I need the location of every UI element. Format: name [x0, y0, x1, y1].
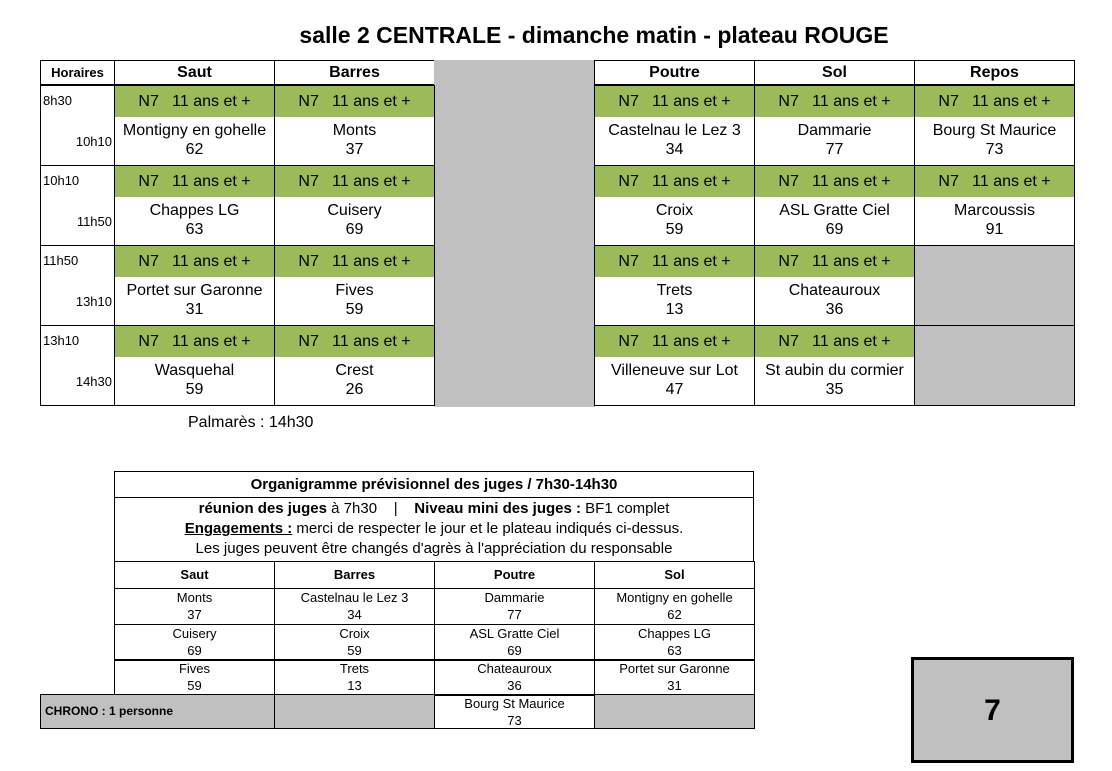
judge-number: 77 — [507, 607, 522, 622]
engagements-label: Engagements : — [184, 520, 293, 537]
category-label: N7 11 ans et + — [755, 86, 914, 117]
apparatus-slot — [754, 85, 915, 166]
level-label: Niveau mini des juges : — [414, 500, 581, 517]
club-number: 47 — [665, 381, 684, 398]
category-label: N7 11 ans et + — [115, 326, 274, 357]
apparatus-slot — [114, 165, 275, 246]
club-entry — [595, 357, 754, 399]
apparatus-slot — [114, 245, 275, 326]
empty-slot — [594, 694, 755, 729]
judge-number: 69 — [507, 643, 522, 658]
judge-club: Portet sur Garonne — [619, 661, 730, 676]
club-number: 91 — [985, 221, 1004, 238]
judge-entry-extra — [434, 694, 595, 729]
category-label: N7 11 ans et + — [595, 86, 754, 117]
category-label: N7 11 ans et + — [595, 246, 754, 277]
time-end: 13h10 — [75, 294, 112, 309]
empty-slot — [274, 694, 435, 729]
category-label: N7 11 ans et + — [275, 246, 434, 277]
club-entry — [275, 277, 434, 319]
club-number: 31 — [185, 301, 204, 318]
meeting-label: réunion des juges — [198, 500, 327, 517]
judges-column-header: Barres — [274, 561, 435, 589]
time-end: 14h30 — [75, 374, 112, 389]
time-cell — [40, 325, 115, 406]
time-start: 8h30 — [43, 93, 72, 108]
judge-number: 37 — [187, 607, 202, 622]
club-number: 69 — [345, 221, 364, 238]
club-entry — [755, 197, 914, 239]
club-name: Wasquehal — [154, 362, 235, 379]
apparatus-slot — [114, 85, 275, 166]
judge-number: 63 — [667, 643, 682, 658]
info-line-3: Les juges peuvent être changés d'agrès à l'appréciation du responsable — [195, 540, 673, 557]
club-entry — [115, 277, 274, 319]
time-cell — [40, 245, 115, 326]
category-label: N7 11 ans et + — [595, 166, 754, 197]
judge-club: Chateauroux — [477, 661, 552, 676]
club-name: Chateauroux — [788, 282, 881, 299]
club-entry — [755, 117, 914, 159]
chrono-cell: CHRONO : 1 personne — [40, 694, 275, 729]
club-number: 59 — [665, 221, 684, 238]
club-entry — [595, 277, 754, 319]
club-entry — [755, 277, 914, 319]
category-label: N7 11 ans et + — [275, 86, 434, 117]
judge-entry — [274, 624, 435, 661]
judges-column-header: Sol — [594, 561, 755, 589]
column-header: Poutre — [594, 60, 755, 85]
apparatus-slot — [274, 245, 435, 326]
club-name: Portet sur Garonne — [126, 282, 263, 299]
club-name: Croix — [655, 202, 694, 219]
category-label: N7 11 ans et + — [755, 326, 914, 357]
judge-entry — [114, 624, 275, 661]
club-entry — [115, 197, 274, 239]
club-entry — [595, 117, 754, 159]
time-end: 10h10 — [75, 134, 112, 149]
club-number: 73 — [985, 141, 1004, 158]
category-label: N7 11 ans et + — [915, 166, 1074, 197]
club-entry — [275, 117, 434, 159]
club-number: 69 — [825, 221, 844, 238]
time-end: 11h50 — [76, 214, 112, 229]
club-entry — [915, 117, 1074, 159]
judges-column-header: Poutre — [434, 561, 595, 589]
engagements-text: merci de respecter le jour et le plateau indiqués ci-dessus. — [292, 520, 684, 537]
column-header: Sol — [754, 60, 915, 85]
time-cell — [40, 165, 115, 246]
page-title: salle 2 CENTRALE - dimanche matin - plateau ROUGE — [299, 22, 889, 48]
judge-number: 31 — [667, 678, 682, 693]
club-name: Montigny en gohelle — [122, 122, 267, 139]
column-header: Saut — [114, 60, 275, 85]
judge-number: 62 — [667, 607, 682, 622]
empty-slot — [914, 245, 1075, 326]
club-entry — [275, 357, 434, 399]
judges-title: Organigramme prévisionnel des juges / 7h30-14h30 — [114, 471, 754, 498]
club-number: 62 — [185, 141, 204, 158]
club-number: 26 — [345, 381, 364, 398]
club-entry — [115, 117, 274, 159]
time-start: 11h50 — [43, 253, 79, 268]
judge-club: Croix — [339, 626, 370, 641]
judge-club: Fives — [178, 661, 211, 676]
category-label: N7 11 ans et + — [115, 86, 274, 117]
club-name: Cuisery — [327, 202, 382, 219]
judges-column-header: Saut — [114, 561, 275, 589]
apparatus-slot — [594, 165, 755, 246]
judge-entry — [434, 588, 595, 625]
judge-entry — [114, 588, 275, 625]
judge-number: 73 — [507, 713, 522, 728]
judge-number: 34 — [347, 607, 362, 622]
judges-info — [114, 497, 754, 562]
meeting-time: à 7h30 | — [326, 500, 415, 517]
empty-column — [434, 60, 595, 407]
club-number: 77 — [825, 141, 844, 158]
judge-entry — [594, 659, 755, 696]
judge-club: Montigny en gohelle — [616, 590, 733, 605]
club-entry — [595, 197, 754, 239]
club-name: ASL Gratte Ciel — [779, 202, 890, 219]
apparatus-slot — [914, 85, 1075, 166]
judge-entry — [274, 659, 435, 696]
club-name: Bourg St Maurice — [932, 122, 1057, 139]
judge-club: ASL Gratte Ciel — [469, 626, 560, 641]
apparatus-slot — [594, 325, 755, 406]
judge-entry — [434, 659, 595, 696]
category-label: N7 11 ans et + — [755, 246, 914, 277]
judge-entry — [274, 588, 435, 625]
apparatus-slot — [594, 85, 755, 166]
club-number: 59 — [345, 301, 364, 318]
judge-club: Monts — [176, 590, 213, 605]
page-number: 7 — [911, 657, 1074, 763]
apparatus-slot — [594, 245, 755, 326]
club-name: Chappes LG — [149, 202, 240, 219]
club-name: Trets — [656, 282, 693, 299]
club-number: 37 — [345, 141, 364, 158]
category-label: N7 11 ans et + — [275, 166, 434, 197]
club-entry — [755, 357, 914, 399]
judge-number: 69 — [187, 643, 202, 658]
judge-number: 13 — [347, 678, 362, 693]
judge-club: Trets — [339, 661, 370, 676]
info-line-2 — [115, 519, 753, 539]
category-label: N7 11 ans et + — [915, 86, 1074, 117]
club-name: Dammarie — [797, 122, 872, 139]
judge-entry — [594, 624, 755, 661]
club-name: Castelnau le Lez 3 — [608, 122, 741, 139]
club-name: Monts — [332, 122, 377, 139]
judge-number: 36 — [507, 678, 522, 693]
apparatus-slot — [114, 325, 275, 406]
judge-club: Bourg St Maurice — [464, 696, 565, 711]
judge-entry — [114, 659, 275, 696]
time-start: 10h10 — [43, 173, 80, 188]
category-label: N7 11 ans et + — [275, 326, 434, 357]
empty-slot — [914, 325, 1075, 406]
club-name: St aubin du cormier — [765, 362, 904, 379]
club-number: 59 — [185, 381, 204, 398]
apparatus-slot — [754, 245, 915, 326]
club-number: 34 — [665, 141, 684, 158]
apparatus-slot — [754, 325, 915, 406]
club-entry — [115, 357, 274, 399]
judge-number: 59 — [347, 643, 362, 658]
judge-entry — [434, 624, 595, 661]
judge-club: Chappes LG — [638, 626, 711, 641]
apparatus-slot — [914, 165, 1075, 246]
info-line-1 — [115, 499, 753, 519]
judge-club: Castelnau le Lez 3 — [300, 590, 409, 605]
column-header: Repos — [914, 60, 1075, 85]
category-label: N7 11 ans et + — [115, 166, 274, 197]
club-name: Villeneuve sur Lot — [611, 362, 738, 379]
category-label: N7 11 ans et + — [115, 246, 274, 277]
judge-club: Dammarie — [484, 590, 545, 605]
judge-entry — [594, 588, 755, 625]
club-name: Crest — [335, 362, 374, 379]
club-entry — [275, 197, 434, 239]
club-name: Fives — [335, 282, 374, 299]
apparatus-slot — [754, 165, 915, 246]
club-number: 63 — [185, 221, 204, 238]
time-cell — [40, 85, 115, 166]
club-number: 35 — [825, 381, 844, 398]
club-number: 36 — [825, 301, 844, 318]
judge-number: 59 — [187, 678, 202, 693]
club-number: 13 — [665, 301, 684, 318]
apparatus-slot — [274, 85, 435, 166]
club-entry — [915, 197, 1074, 239]
column-header: Barres — [274, 60, 435, 85]
palmares-text: Palmarès : 14h30 — [188, 414, 314, 431]
club-name: Marcoussis — [954, 202, 1035, 219]
apparatus-slot — [274, 165, 435, 246]
apparatus-slot — [274, 325, 435, 406]
judge-club: Cuisery — [172, 626, 217, 641]
category-label: N7 11 ans et + — [755, 166, 914, 197]
category-label: N7 11 ans et + — [595, 326, 754, 357]
column-header-horaires: Horaires — [40, 60, 115, 85]
time-start: 13h10 — [43, 333, 80, 348]
level-value: BF1 complet — [581, 500, 670, 517]
